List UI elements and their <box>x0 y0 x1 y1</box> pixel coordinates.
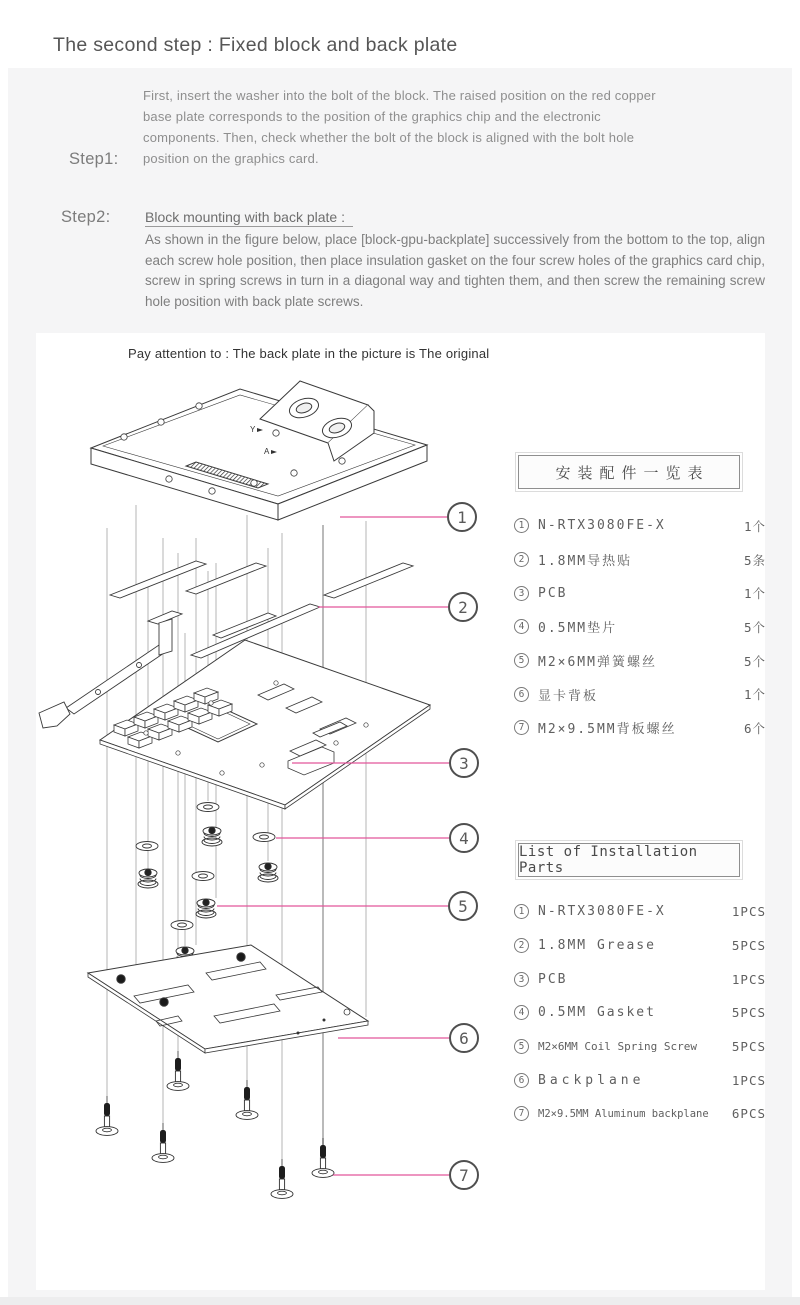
item-name: 1.8MM Grease <box>538 938 656 954</box>
item-number-badge: 2 <box>514 938 529 953</box>
parts-list-item <box>514 543 766 577</box>
parts-list-cn-title: 安装配件一览表 <box>518 455 740 489</box>
parts-list-en-title: List of Installation Parts <box>518 843 740 877</box>
footer-strip <box>0 1297 800 1305</box>
parts-list-item <box>514 711 766 745</box>
step1-text: First, insert the washer into the bolt of the block. The raised position on the red copper base plate corresponds to the position of the graphics chip and the electronic components. Then, check whether the bolt of the block is aligned with the bolt hole position on the graphics card. <box>143 88 656 166</box>
parts-list-item <box>514 509 766 543</box>
item-qty: 1个 <box>743 586 766 602</box>
parts-list-item <box>514 1097 766 1131</box>
item-number-badge: 5 <box>514 1039 529 1054</box>
item-qty: 1PCS <box>731 1072 766 1088</box>
parts-list-item <box>514 996 766 1030</box>
callout-3: 3 <box>449 748 479 778</box>
item-name: M2×9.5MM Aluminum backplane <box>538 1107 709 1120</box>
item-name: N-RTX3080FE-X <box>538 518 666 534</box>
thermal-pads <box>110 561 413 658</box>
backplate-screws <box>96 1051 334 1198</box>
parts-list-item <box>514 644 766 678</box>
spring-screws <box>138 827 278 966</box>
item-number-badge: 7 <box>514 1106 529 1121</box>
callout-2: 2 <box>448 592 478 622</box>
parts-list-item <box>514 1063 766 1097</box>
item-number-badge: 1 <box>514 904 529 919</box>
item-qty: 1PCS <box>731 971 766 987</box>
item-name: M2×9.5MM背板螺丝 <box>538 722 677 738</box>
item-number-badge: 6 <box>514 687 529 702</box>
item-name: 0.5MM Gasket <box>538 1005 656 1021</box>
item-qty: 1个 <box>743 518 766 534</box>
step2-label: Step2: <box>61 208 111 226</box>
step2-text: As shown in the figure below, place [block-gpu-backplate] successively from the bottom to the top, align each screw hole position, then place insulation gasket on the four screw holes of the graphics card chip, screw in spring screws in turn in a diagonal way and tighten them, and then screw the remaining screw hole position with back plate screws. <box>145 232 765 309</box>
item-qty: 5PCS <box>731 1005 766 1021</box>
pcb <box>100 640 430 809</box>
callout-4: 4 <box>449 823 479 853</box>
item-name: 1.8MM导热贴 <box>538 554 633 570</box>
item-qty: 5条 <box>743 552 766 568</box>
item-name: PCB <box>538 585 568 601</box>
item-qty: 1个 <box>743 687 766 703</box>
page-title: The second step : Fixed block and back plate <box>53 34 458 56</box>
parts-list-item <box>514 1030 766 1064</box>
parts-list-cn <box>514 509 766 745</box>
diagram-panel <box>36 333 765 1290</box>
item-qty: 6个 <box>743 720 766 736</box>
parts-list-item <box>514 576 766 610</box>
item-name: Backplane <box>538 1072 645 1088</box>
parts-list-item <box>514 962 766 996</box>
backplate <box>88 945 368 1053</box>
callout-5: 5 <box>448 891 478 921</box>
leader-lines <box>217 517 449 1175</box>
callout-6: 6 <box>449 1023 479 1053</box>
attention-note: Pay attention to : The back plate in the picture is The original <box>128 346 490 361</box>
step2-heading: Block mounting with back plate : <box>145 209 353 227</box>
item-name: N-RTX3080FE-X <box>538 904 666 920</box>
parts-list-item <box>514 895 766 929</box>
water-block <box>91 381 427 520</box>
item-qty: 6PCS <box>731 1106 766 1122</box>
parts-list-item <box>514 610 766 644</box>
item-name: M2×6MM Coil Spring Screw <box>538 1040 697 1054</box>
flow-label-a: A <box>264 447 270 456</box>
flow-label-y: Y <box>250 425 256 434</box>
item-name: 0.5MM垫片 <box>538 621 618 637</box>
item-number-badge: 5 <box>514 653 529 668</box>
item-number-badge: 6 <box>514 1073 529 1088</box>
callout-1: 1 <box>447 502 477 532</box>
item-qty: 1PCS <box>731 904 766 920</box>
item-name: PCB <box>538 971 568 987</box>
item-number-badge: 7 <box>514 720 529 735</box>
parts-list-item <box>514 929 766 963</box>
step1-label: Step1: <box>69 150 119 168</box>
item-qty: 5PCS <box>731 938 766 954</box>
parts-list-item <box>514 677 766 711</box>
parts-list-en <box>514 895 766 1131</box>
item-number-badge: 4 <box>514 1005 529 1020</box>
item-number-badge: 1 <box>514 518 529 533</box>
item-name: M2×6MM弹簧螺丝 <box>538 655 657 671</box>
item-number-badge: 4 <box>514 619 529 634</box>
item-number-badge: 2 <box>514 552 529 567</box>
item-name: 显卡背板 <box>538 688 599 704</box>
item-number-badge: 3 <box>514 972 529 987</box>
item-qty: 5个 <box>743 619 766 635</box>
item-qty: 5个 <box>743 653 766 669</box>
item-number-badge: 3 <box>514 586 529 601</box>
item-qty: 5PCS <box>731 1039 766 1055</box>
callout-7: 7 <box>449 1160 479 1190</box>
